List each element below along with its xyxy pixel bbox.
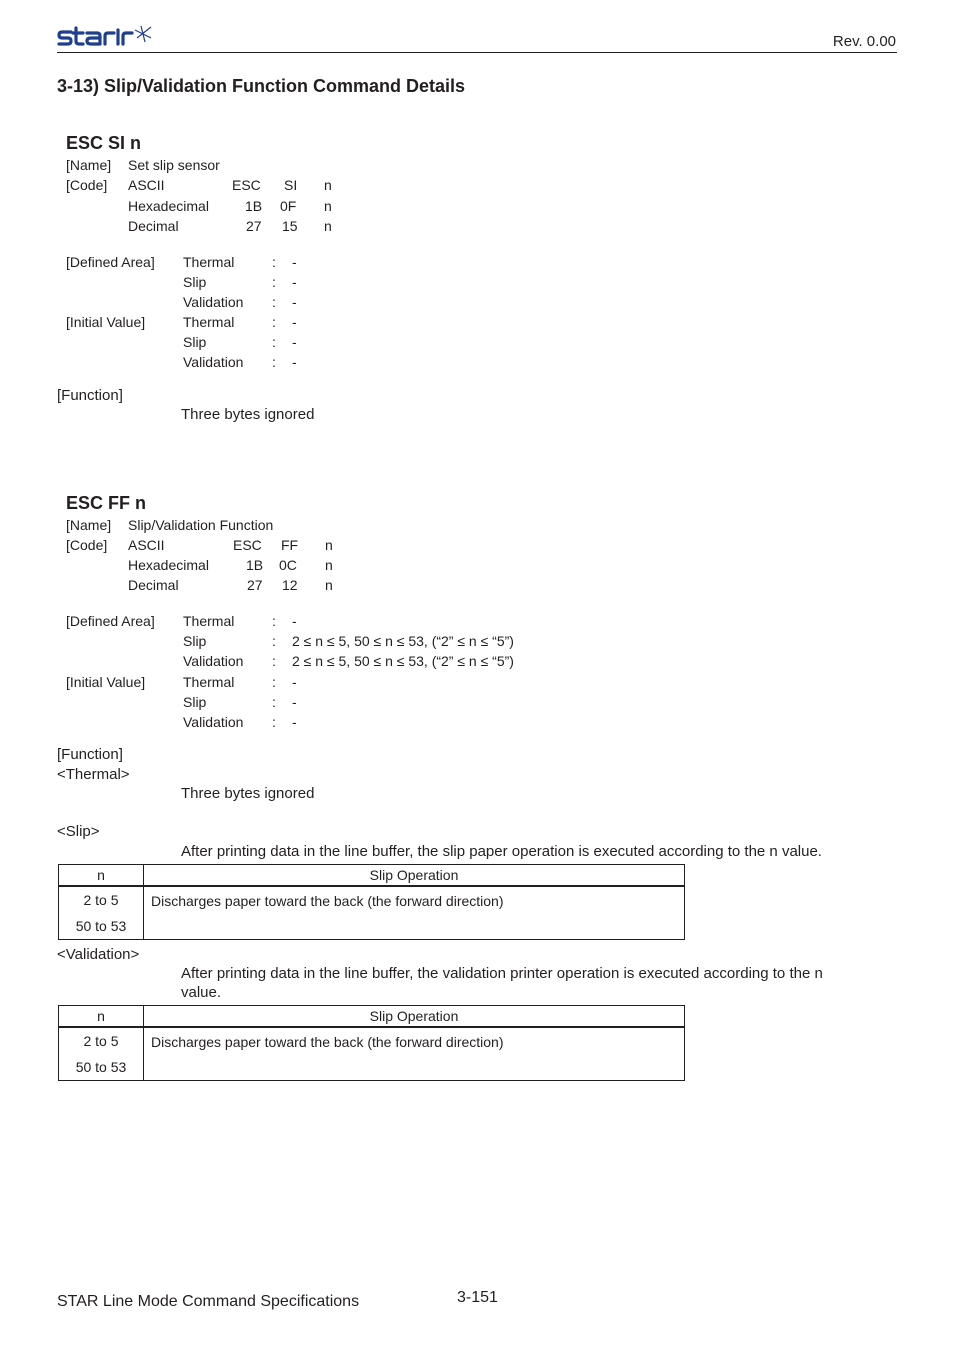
mode-label: Validation bbox=[183, 354, 244, 370]
defined-area-label: [Defined Area] bbox=[66, 613, 155, 629]
mode-value: - bbox=[292, 294, 297, 310]
mode-value: - bbox=[292, 613, 297, 629]
n-value: 50 to 53 bbox=[75, 1059, 127, 1075]
code-byte-1: 27 bbox=[246, 218, 262, 234]
n-value: 2 to 5 bbox=[83, 892, 119, 908]
mode-label: Thermal bbox=[183, 254, 235, 270]
star-logo bbox=[57, 24, 153, 52]
mode-label: Slip bbox=[183, 334, 207, 350]
mode-label: Validation bbox=[183, 653, 244, 669]
command-title: ESC FF n bbox=[66, 493, 146, 513]
operation-cell: Discharges paper toward the back (the forward direction) bbox=[144, 886, 685, 940]
code-byte-2: 15 bbox=[282, 218, 298, 234]
code-byte-3: n bbox=[324, 198, 332, 214]
colon: : bbox=[272, 633, 276, 649]
table-row bbox=[59, 886, 685, 940]
slip-operation-table bbox=[58, 864, 685, 940]
mode-label: Thermal bbox=[183, 674, 235, 690]
colon: : bbox=[272, 653, 276, 669]
code-label: [Code] bbox=[66, 537, 108, 553]
validation-range-value: 2 ≤ n ≤ 5, 50 ≤ n ≤ 53, (“2” ≤ n ≤ “5”) bbox=[292, 653, 514, 669]
n-values-cell bbox=[59, 886, 144, 940]
mode-value: - bbox=[292, 274, 297, 290]
initial-value-label: [Initial Value] bbox=[66, 674, 146, 690]
brand-text: star bbox=[57, 51, 59, 52]
code-byte-2: 0C bbox=[279, 557, 297, 573]
name-label: [Name] bbox=[66, 517, 112, 533]
code-byte-2: SI bbox=[284, 177, 298, 193]
n-values-cell bbox=[59, 1027, 144, 1081]
table-header-operation: Slip Operation bbox=[144, 1006, 685, 1028]
mode-value: - bbox=[292, 714, 297, 730]
name-label: [Name] bbox=[66, 157, 112, 173]
colon: : bbox=[272, 314, 276, 330]
footer-title: STAR Line Mode Command Specifications bbox=[57, 1293, 360, 1310]
defined-area-label: [Defined Area] bbox=[66, 254, 155, 270]
n-value: 2 to 5 bbox=[83, 1033, 119, 1049]
mode-value: - bbox=[292, 314, 297, 330]
slip-subheading: <Slip> bbox=[57, 823, 100, 840]
code-byte-2: 0F bbox=[280, 198, 297, 214]
code-byte-3: n bbox=[325, 557, 333, 573]
thermal-subheading: <Thermal> bbox=[57, 766, 130, 783]
code-label: [Code] bbox=[66, 177, 108, 193]
thermal-function-text: Three bytes ignored bbox=[181, 785, 315, 802]
function-label: [Function] bbox=[57, 746, 123, 763]
mode-label: Slip bbox=[183, 694, 207, 710]
header-divider bbox=[57, 52, 897, 53]
validation-function-text: After printing data in the line buffer, the validation printer operation is executed according to the n bbox=[181, 965, 823, 982]
table-row bbox=[59, 1027, 685, 1081]
code-row-label: ASCII bbox=[128, 177, 165, 193]
colon: : bbox=[272, 294, 276, 310]
n-value: 50 to 53 bbox=[75, 918, 127, 934]
code-byte-3: n bbox=[324, 177, 332, 193]
code-byte-1: ESC bbox=[232, 177, 261, 193]
code-byte-3: n bbox=[325, 537, 333, 553]
code-byte-3: n bbox=[324, 218, 332, 234]
code-byte-1: 1B bbox=[246, 557, 264, 573]
mode-value: - bbox=[292, 674, 297, 690]
code-byte-1: 1B bbox=[245, 198, 263, 214]
colon: : bbox=[272, 254, 276, 270]
command-name: Set slip sensor bbox=[128, 157, 220, 173]
mode-value: - bbox=[292, 694, 297, 710]
mode-label: Thermal bbox=[183, 613, 235, 629]
validation-operation-table bbox=[58, 1005, 685, 1081]
code-row-label: ASCII bbox=[128, 537, 165, 553]
mode-value: - bbox=[292, 334, 297, 350]
command-name: Slip/Validation Function bbox=[128, 517, 274, 533]
page-number: 3-151 bbox=[457, 1289, 498, 1306]
code-row-label: Decimal bbox=[128, 577, 179, 593]
code-row-label: Decimal bbox=[128, 218, 179, 234]
mode-label: Validation bbox=[183, 714, 244, 730]
validation-function-text-cont: value. bbox=[181, 984, 222, 1001]
code-byte-1: ESC bbox=[233, 537, 262, 553]
function-label: [Function] bbox=[57, 387, 123, 404]
validation-subheading: <Validation> bbox=[57, 946, 140, 963]
colon: : bbox=[272, 714, 276, 730]
revision-label: Rev. 0.00 bbox=[832, 33, 896, 50]
colon: : bbox=[272, 274, 276, 290]
mode-label: Thermal bbox=[183, 314, 235, 330]
mode-label: Validation bbox=[183, 294, 244, 310]
section-title: 3-13) Slip/Validation Function Command Details bbox=[57, 76, 466, 96]
command-title: ESC SI n bbox=[66, 133, 142, 153]
code-byte-3: n bbox=[325, 577, 333, 593]
mode-label: Slip bbox=[183, 274, 207, 290]
table-header-operation: Slip Operation bbox=[144, 865, 685, 887]
colon: : bbox=[272, 674, 276, 690]
operation-cell: Discharges paper toward the back (the forward direction) bbox=[144, 1027, 685, 1081]
code-byte-2: FF bbox=[281, 537, 299, 553]
colon: : bbox=[272, 613, 276, 629]
function-text: Three bytes ignored bbox=[181, 406, 315, 423]
code-byte-1: 27 bbox=[247, 577, 263, 593]
code-row-label: Hexadecimal bbox=[128, 557, 209, 573]
table-header-n: n bbox=[59, 865, 144, 887]
code-row-label: Hexadecimal bbox=[128, 198, 209, 214]
colon: : bbox=[272, 694, 276, 710]
mode-label: Slip bbox=[183, 633, 207, 649]
colon: : bbox=[272, 334, 276, 350]
initial-value-label: [Initial Value] bbox=[66, 314, 146, 330]
slip-function-text: After printing data in the line buffer, the slip paper operation is executed according to the n value. bbox=[181, 843, 822, 860]
table-header-n: n bbox=[59, 1006, 144, 1028]
mode-value: - bbox=[292, 354, 297, 370]
slip-range-value: 2 ≤ n ≤ 5, 50 ≤ n ≤ 53, (“2” ≤ n ≤ “5”) bbox=[292, 633, 514, 649]
mode-value: - bbox=[292, 254, 297, 270]
colon: : bbox=[272, 354, 276, 370]
code-byte-2: 12 bbox=[282, 577, 298, 593]
